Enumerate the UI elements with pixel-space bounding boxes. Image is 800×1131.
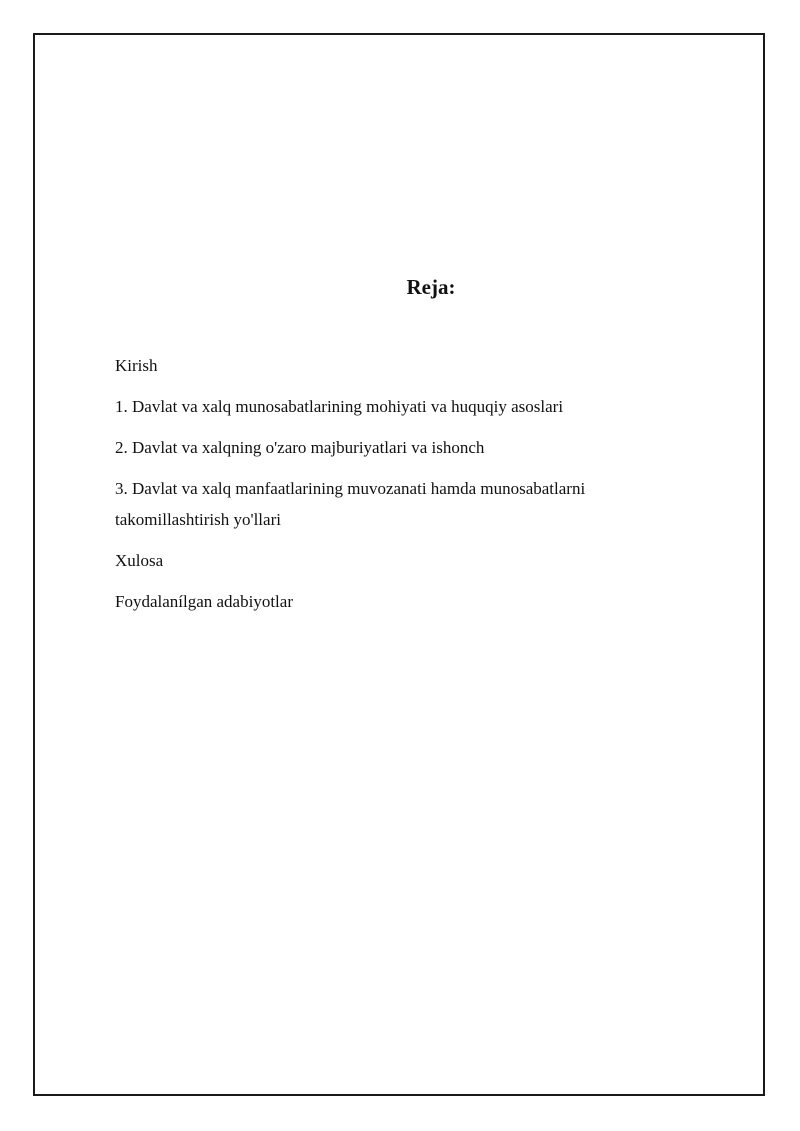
plan-item-conclusion: Xulosa <box>115 551 164 570</box>
plan-item-1: 1. Davlat va xalq munosabatlarining mohiyati va huquqiy asoslari <box>115 397 564 416</box>
plan-item-2: 2. Davlat va xalqning o'zaro majburiyatlari va ishonch <box>115 438 485 457</box>
plan-item-references: Foydalanílgan adabiyotlar <box>115 592 293 611</box>
plan-item-3: 3. Davlat va xalq manfaatlarining muvozanati hamda munosabatlarni takomillashtirish yo'llari <box>115 479 586 529</box>
plan-item-introduction: Kirish <box>115 356 158 375</box>
page-title: Reja: <box>406 275 456 299</box>
plan-list <box>115 350 675 627</box>
